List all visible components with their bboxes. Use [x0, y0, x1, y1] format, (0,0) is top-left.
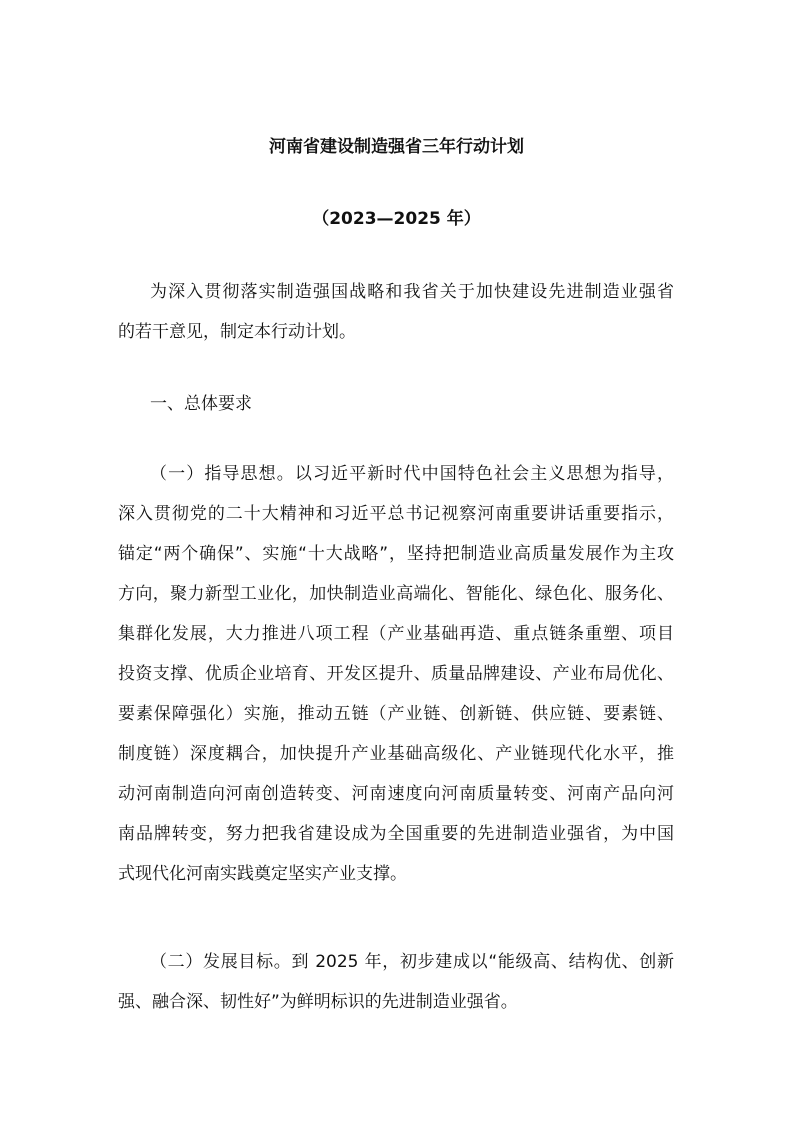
document-title: 河南省建设制造强省三年行动计划 [269, 137, 524, 157]
guiding-thought-paragraph [118, 454, 674, 894]
paragraph-line: 锚定“两个确保”、实施“十大战略”，坚持把制造业高质量发展作为主攻 [118, 544, 674, 564]
paragraph-line: 动河南制造向河南创造转变、河南速度向河南质量转变、河南产品向河 [118, 784, 674, 804]
paragraph-line: 南品牌转变，努力把我省建设成为全国重要的先进制造业强省，为中国 [118, 824, 674, 844]
paragraph-line: 方向，聚力新型工业化，加快制造业高端化、智能化、绿色化、服务化、 [118, 584, 674, 604]
paragraph-line: 深入贯彻党的二十大精神和习近平总书记视察河南重要讲话重要指示， [118, 504, 674, 524]
paragraph-line: （一）指导思想。以习近平新时代中国特色社会主义思想为指导， [150, 464, 674, 484]
paragraph-line: 的若干意见，制定本行动计划。 [118, 322, 356, 342]
intro-paragraph [118, 272, 674, 352]
paragraph-line: （二）发展目标。到 2025 年，初步建成以“能级高、结构优、创新 [150, 952, 674, 972]
paragraph-line: 强、融合深、韧性好”为鲜明标识的先进制造业强省。 [118, 992, 518, 1012]
section-1-heading: 一、总体要求 [150, 394, 252, 414]
paragraph-line: 要素保障强化）实施，推动五链（产业链、创新链、供应链、要素链、 [118, 704, 674, 724]
development-goal-paragraph [118, 942, 674, 1022]
section-heading [118, 384, 674, 424]
paragraph-line: 为深入贯彻落实制造强国战略和我省关于加快建设先进制造业强省 [150, 282, 674, 302]
paragraph-line: 投资支撑、优质企业培育、开发区提升、质量品牌建设、产业布局优化、 [118, 664, 674, 684]
document-subtitle: （2023—2025 年） [312, 209, 481, 229]
paragraph-line: 式现代化河南实践奠定坚实产业支撑。 [118, 864, 407, 884]
paragraph-line: 制度链）深度耦合，加快提升产业基础高级化、产业链现代化水平，推 [118, 744, 674, 764]
paragraph-line: 集群化发展，大力推进八项工程（产业基础再造、重点链条重塑、项目 [118, 624, 674, 644]
